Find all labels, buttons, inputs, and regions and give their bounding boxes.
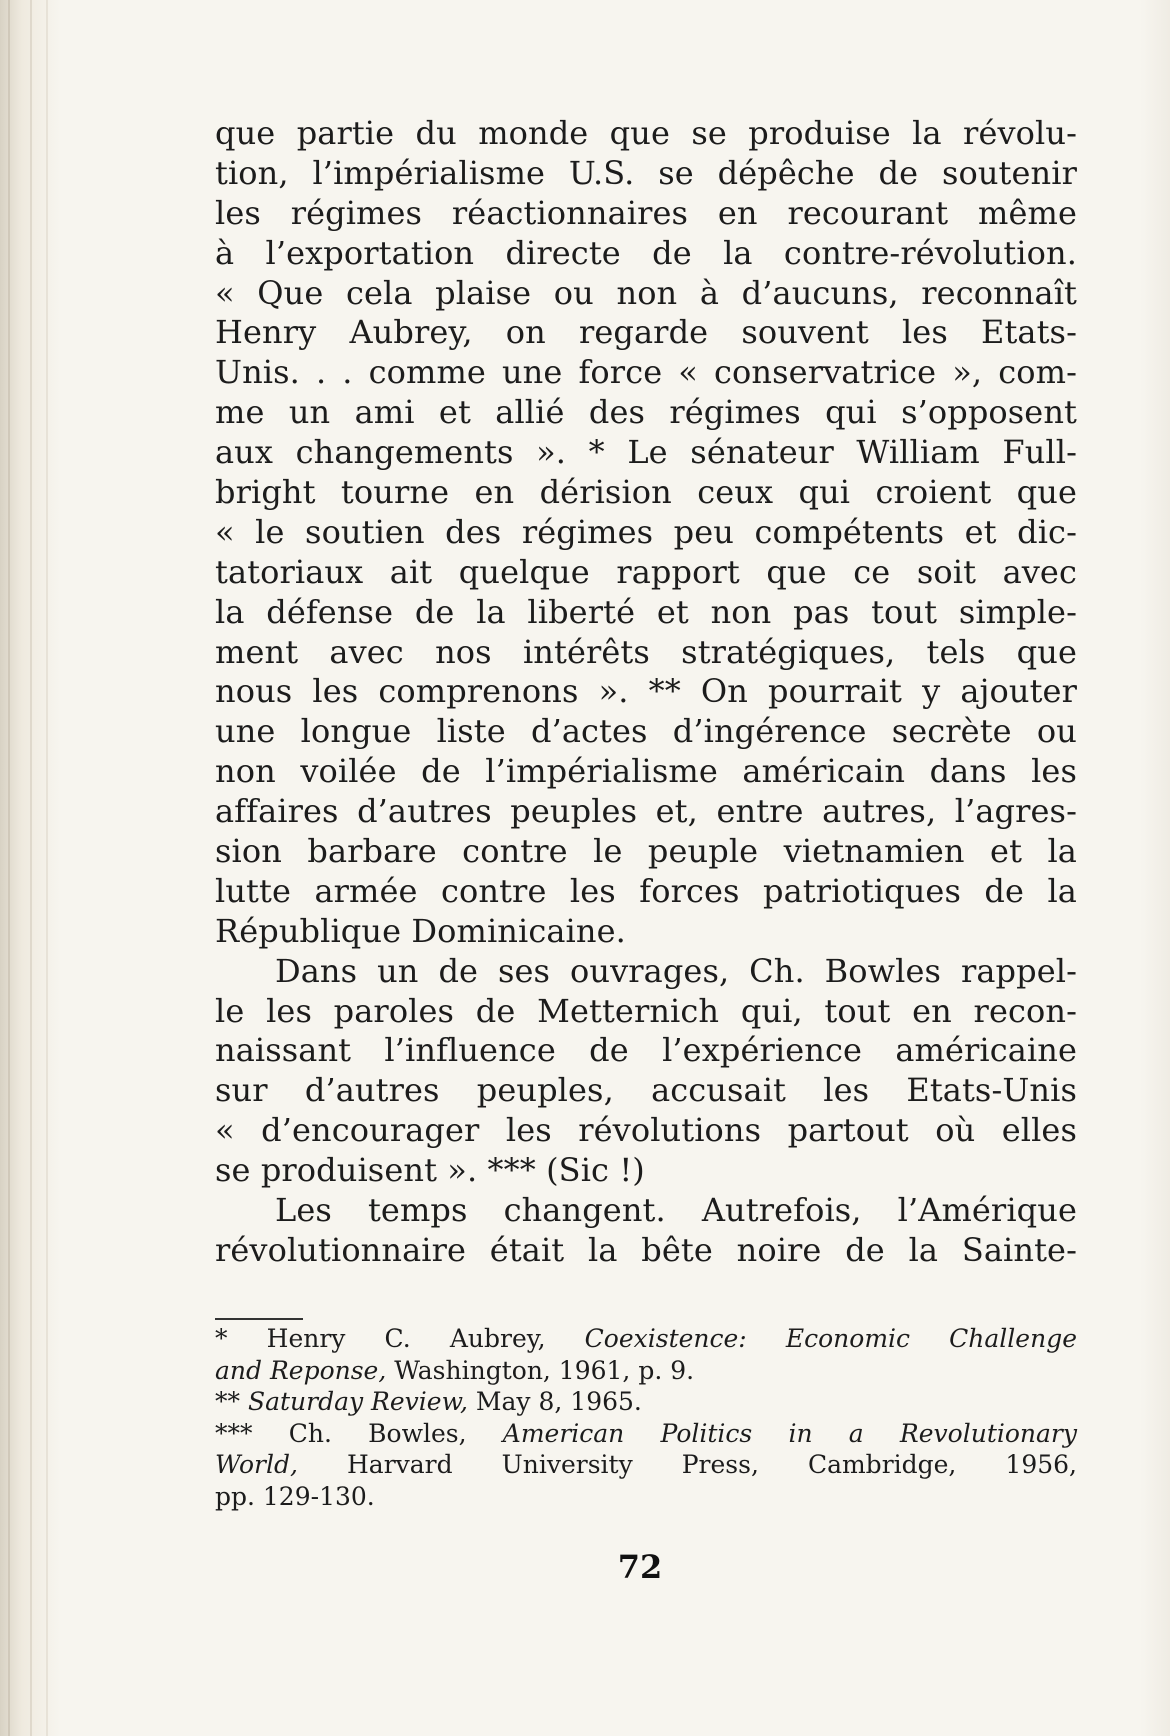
footnote-3-line-2 bbox=[215, 1449, 1077, 1481]
text-line-indented: Les temps changent. Autrefois, l’Amérique bbox=[275, 1191, 1077, 1230]
text-line: une longue liste d’actes d’ingérence secrète ou bbox=[215, 712, 1077, 751]
text-line: me un ami et allié des régimes qui s’opposent bbox=[215, 393, 1077, 432]
text-line: Unis. . . comme une force « conservatrice », com- bbox=[215, 353, 1077, 392]
text-line: « Que cela plaise ou non à d’aucuns, reconnaît bbox=[215, 273, 1077, 312]
text-line: à l’exportation directe de la contre-révolution. bbox=[215, 233, 1077, 272]
binding-edge-line bbox=[8, 0, 10, 1736]
text-line-indented: Dans un de ses ouvrages, Ch. Bowles rappel- bbox=[275, 951, 1077, 990]
footnote-3-title-cont: World, bbox=[215, 1450, 298, 1479]
text-line: République Dominicaine. bbox=[215, 911, 626, 950]
text-line: la défense de la liberté et non pas tout simple- bbox=[215, 592, 1077, 631]
page-number: 72 bbox=[617, 1548, 663, 1586]
text-line: non voilée de l’impérialisme américain dans les bbox=[215, 752, 1077, 791]
text-line: « d’encourager les révolutions partout où elles bbox=[215, 1111, 1077, 1150]
text-line: Henry Aubrey, on regarde souvent les Etats- bbox=[215, 313, 1077, 352]
footnote-2-rest: May 8, 1965. bbox=[467, 1387, 642, 1416]
text-line: aux changements ». * Le sénateur William Full- bbox=[215, 433, 1077, 472]
text-line: se produisent ». *** (Sic !) bbox=[215, 1151, 645, 1190]
text-line: ment avec nos intérêts stratégiques, tels que bbox=[215, 632, 1077, 671]
footnote-2-title: Saturday Review, bbox=[247, 1387, 468, 1416]
footnote-1-line-2 bbox=[215, 1355, 1077, 1387]
footnote-3-rest: Harvard University Press, Cambridge, 1956, bbox=[297, 1450, 1077, 1479]
binding-edge-line bbox=[46, 0, 48, 1736]
text-line: affaires d’autres peuples et, entre autres, l’agres- bbox=[215, 792, 1077, 831]
text-line: sur d’autres peuples, accusait les Etats-Unis bbox=[215, 1071, 1077, 1110]
footnotes bbox=[215, 1323, 1077, 1512]
footnote-3-line-3: pp. 129-130. bbox=[215, 1481, 375, 1511]
text-line: naissant l’influence de l’expérience américaine bbox=[215, 1031, 1077, 1070]
footnote-1-rest: Washington, 1961, p. 9. bbox=[386, 1355, 695, 1385]
text-line: « le soutien des régimes peu compétents et dic- bbox=[215, 512, 1077, 551]
footnote-separator bbox=[215, 1318, 303, 1320]
text-line: le les paroles de Metternich qui, tout en recon- bbox=[215, 991, 1077, 1030]
footnote-3-line-1 bbox=[215, 1418, 1077, 1450]
footnote-1-title: Coexistence: Economic Challenge bbox=[584, 1324, 1077, 1353]
body-text bbox=[215, 114, 1077, 1271]
footnote-3-title: American Politics in a Revolutionary bbox=[502, 1418, 1077, 1448]
text-line: lutte armée contre les forces patriotiques de la bbox=[215, 871, 1077, 910]
text-line: sion barbare contre le peuple vietnamien et la bbox=[215, 832, 1077, 871]
footnote-2 bbox=[215, 1386, 1077, 1418]
text-line: les régimes réactionnaires en recourant même bbox=[215, 193, 1077, 232]
footnote-1-title-cont: and Reponse, bbox=[215, 1355, 387, 1385]
footnote-1-marker: * Henry C. Aubrey, bbox=[215, 1324, 585, 1353]
text-line: nous les comprenons ». ** On pourrait y ajouter bbox=[215, 672, 1077, 711]
footnote-3-marker: *** Ch. Bowles, bbox=[215, 1418, 503, 1448]
text-line: bright tourne en dérision ceux qui croient que bbox=[215, 473, 1077, 512]
binding-edge-line bbox=[30, 0, 32, 1736]
footnote-2-marker: ** bbox=[215, 1387, 248, 1416]
text-line: que partie du monde que se produise la révolu- bbox=[215, 114, 1077, 152]
text-line: tion, l’impérialisme U.S. se dépêche de soutenir bbox=[215, 153, 1077, 192]
text-line: tatoriaux ait quelque rapport que ce soit avec bbox=[215, 552, 1077, 591]
footnote-1-line-1 bbox=[215, 1323, 1077, 1355]
text-line: révolutionnaire était la bête noire de la Sainte- bbox=[215, 1230, 1077, 1269]
